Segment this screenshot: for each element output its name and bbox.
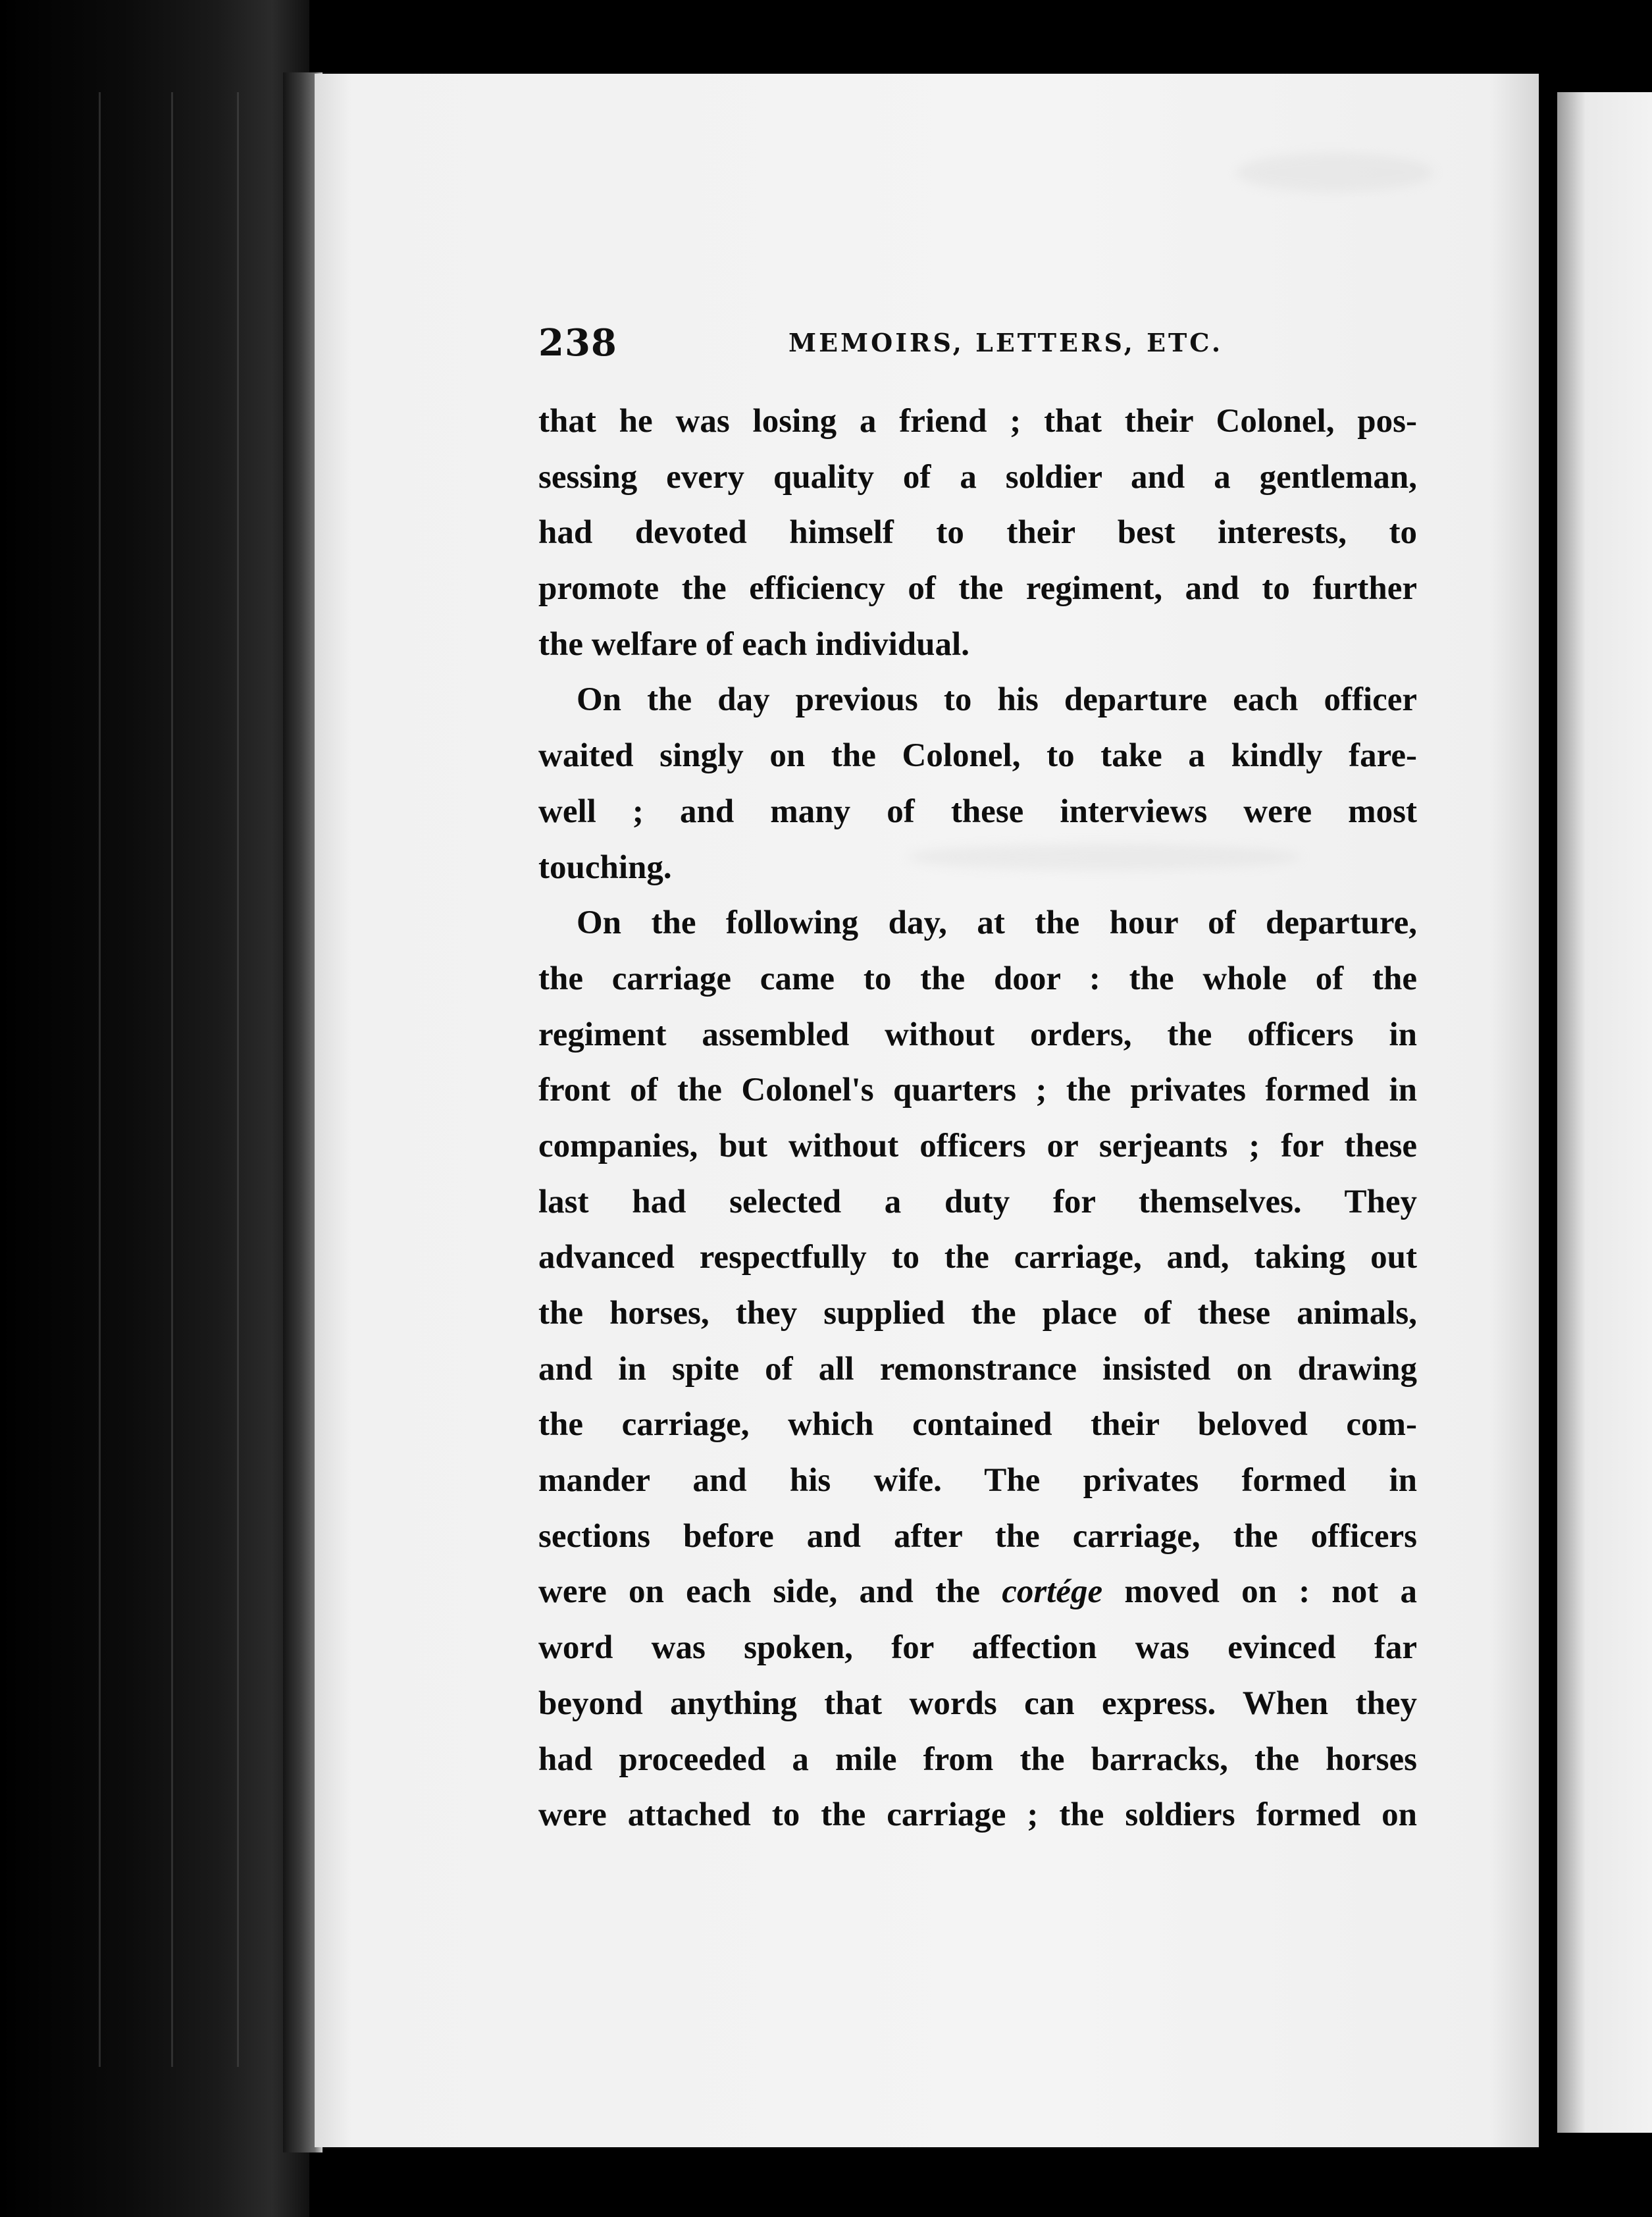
paper-smudge xyxy=(1236,153,1433,192)
text-line: advanced respectfully to the carriage, and, taking out xyxy=(538,1239,1417,1276)
facing-page-edge xyxy=(1557,92,1652,2133)
text-line: and in spite of all remonstrance insisted on drawing xyxy=(538,1350,1417,1388)
text-line: regiment assembled without orders, the officers in xyxy=(538,1016,1417,1053)
running-head: MEMOIRS, LETTERS, ETC. xyxy=(788,328,1224,357)
text-line: On the following day, at the hour of departure, xyxy=(577,904,1417,942)
page-header xyxy=(538,321,1414,365)
text-line: On the day previous to his departure each officer xyxy=(577,681,1417,719)
text-segment: were on each side, and the xyxy=(538,1573,980,1611)
binding-shadow-line xyxy=(237,92,239,2067)
text-line: the welfare of each individual. xyxy=(538,625,969,663)
text-line: had proceeded a mile from the barracks, the horses xyxy=(538,1740,1417,1778)
text-line: promote the efficiency of the regiment, and to further xyxy=(538,570,1417,608)
text-line: mander and his wife. The privates formed in xyxy=(538,1462,1417,1500)
italic-word: cortége xyxy=(1002,1573,1103,1611)
text-line: front of the Colonel's quarters ; the privates formed in xyxy=(538,1072,1417,1109)
text-segment: moved on : not a xyxy=(1124,1573,1417,1611)
binding-shadow-line xyxy=(171,92,173,2067)
text-line: last had selected a duty for themselves. They xyxy=(538,1183,1417,1220)
text-line: had devoted himself to their best interests, to xyxy=(538,514,1417,552)
text-line: the horses, they supplied the place of these animals, xyxy=(538,1295,1417,1332)
binding-shadow-line xyxy=(99,92,101,2067)
book-binding xyxy=(0,0,309,2217)
text-line: touching. xyxy=(538,848,672,886)
text-line: the carriage came to the door : the whole of the xyxy=(538,960,1417,997)
text-line: sessing every quality of a soldier and a gentleman, xyxy=(538,458,1417,496)
text-line: that he was losing a friend ; that their Colonel, pos- xyxy=(538,403,1417,440)
text-line: were attached to the carriage ; the soldiers formed on xyxy=(538,1796,1417,1834)
page-gutter xyxy=(1539,66,1557,2172)
text-line: waited singly on the Colonel, to take a kindly fare- xyxy=(538,737,1417,775)
text-line: beyond anything that words can express. When they xyxy=(538,1684,1417,1722)
text-line: companies, but without officers or serjeants ; for these xyxy=(538,1127,1417,1164)
page-number: 238 xyxy=(538,321,617,365)
body-text xyxy=(538,394,1417,1843)
text-line: well ; and many of these interviews were most xyxy=(538,793,1417,830)
text-line: word was spoken, for affection was evinced far xyxy=(538,1629,1417,1667)
text-line: the carriage, which contained their beloved com- xyxy=(538,1406,1417,1444)
text-line: sections before and after the carriage, the officers xyxy=(538,1517,1417,1555)
text-line-with-italic xyxy=(538,1564,1417,1620)
